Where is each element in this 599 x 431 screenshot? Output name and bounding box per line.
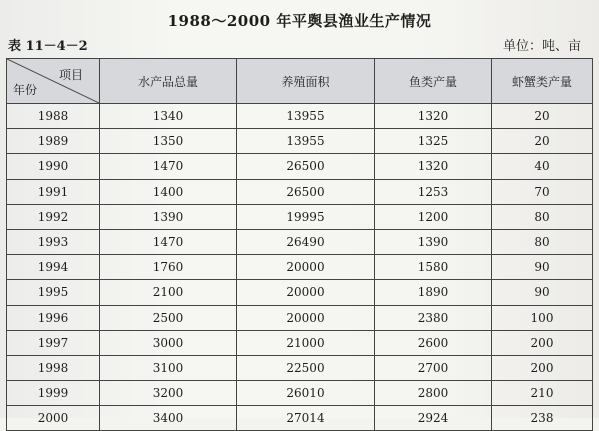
- fishery-table: [6, 58, 593, 431]
- table-row: [7, 204, 593, 229]
- shrimp-crab-output-cell: 20: [492, 129, 593, 154]
- total-output-cell: 3200: [100, 381, 237, 406]
- table-row: [7, 355, 593, 380]
- shrimp-crab-output-cell: 80: [492, 229, 593, 254]
- area-cell: 20000: [237, 255, 375, 280]
- shrimp-crab-output-cell: 80: [492, 204, 593, 229]
- table-row: [7, 179, 593, 204]
- shrimp-crab-output-cell: 70: [492, 179, 593, 204]
- year-cell: 1989: [7, 129, 100, 154]
- year-cell: 1996: [7, 305, 100, 330]
- table-row: [7, 381, 593, 406]
- fish-output-cell: 1253: [375, 179, 492, 204]
- area-cell: 22500: [237, 355, 375, 380]
- total-output-cell: 1470: [100, 154, 237, 179]
- table-number: 表 11－4－2: [8, 39, 88, 54]
- area-cell: 19995: [237, 204, 375, 229]
- table-row: [7, 104, 593, 129]
- total-output-cell: 1350: [100, 129, 237, 154]
- total-output-cell: 1400: [100, 179, 237, 204]
- area-cell: 20000: [237, 280, 375, 305]
- table-header-row: [7, 59, 593, 104]
- table-row: [7, 229, 593, 254]
- shrimp-crab-output-cell: 40: [492, 154, 593, 179]
- year-cell: 1998: [7, 355, 100, 380]
- corner-label-item: 项目: [58, 68, 83, 82]
- column-header: 养殖面积: [237, 59, 375, 104]
- table-row: [7, 330, 593, 355]
- fish-output-cell: 2800: [375, 381, 492, 406]
- column-header: 鱼类产量: [375, 59, 492, 104]
- area-cell: 27014: [237, 406, 375, 431]
- table-row: [7, 406, 593, 431]
- total-output-cell: 1470: [100, 229, 237, 254]
- corner-header-cell: [7, 59, 100, 104]
- year-cell: 1991: [7, 179, 100, 204]
- unit-label: 单位：吨、亩: [502, 39, 581, 54]
- area-cell: 13955: [237, 104, 375, 129]
- table-row: [7, 255, 593, 280]
- year-cell: 1990: [7, 154, 100, 179]
- year-cell: 1994: [7, 255, 100, 280]
- total-output-cell: 2100: [100, 280, 237, 305]
- total-output-cell: 2500: [100, 305, 237, 330]
- fish-output-cell: 1580: [375, 255, 492, 280]
- year-cell: 1995: [7, 280, 100, 305]
- area-cell: 13955: [237, 129, 375, 154]
- fish-output-cell: 1320: [375, 104, 492, 129]
- corner-label-year: 年份: [13, 83, 38, 97]
- area-cell: 20000: [237, 305, 375, 330]
- total-output-cell: 1760: [100, 255, 237, 280]
- year-cell: 2000: [7, 406, 100, 431]
- shrimp-crab-output-cell: 20: [492, 104, 593, 129]
- total-output-cell: 1340: [100, 104, 237, 129]
- fish-output-cell: 1325: [375, 129, 492, 154]
- fish-output-cell: 2700: [375, 355, 492, 380]
- total-output-cell: 3100: [100, 355, 237, 380]
- year-cell: 1988: [7, 104, 100, 129]
- shrimp-crab-output-cell: 90: [492, 255, 593, 280]
- table-body: [7, 104, 593, 431]
- year-cell: 1993: [7, 229, 100, 254]
- shrimp-crab-output-cell: 90: [492, 280, 593, 305]
- year-cell: 1997: [7, 330, 100, 355]
- fish-output-cell: 2380: [375, 305, 492, 330]
- table-row: [7, 305, 593, 330]
- area-cell: 26010: [237, 381, 375, 406]
- column-header: 虾蟹类产量: [492, 59, 593, 104]
- table-row: [7, 129, 593, 154]
- year-cell: 1992: [7, 204, 100, 229]
- total-output-cell: 1390: [100, 204, 237, 229]
- shrimp-crab-output-cell: 200: [492, 330, 593, 355]
- fish-output-cell: 1200: [375, 204, 492, 229]
- table-row: [7, 154, 593, 179]
- fish-output-cell: 1890: [375, 280, 492, 305]
- shrimp-crab-output-cell: 100: [492, 305, 593, 330]
- column-header: 水产品总量: [100, 59, 237, 104]
- fish-output-cell: 2600: [375, 330, 492, 355]
- year-cell: 1999: [7, 381, 100, 406]
- fish-output-cell: 1320: [375, 154, 492, 179]
- shrimp-crab-output-cell: 238: [492, 406, 593, 431]
- area-cell: 26490: [237, 229, 375, 254]
- area-cell: 26500: [237, 179, 375, 204]
- total-output-cell: 3000: [100, 330, 237, 355]
- table-row: [7, 280, 593, 305]
- area-cell: 21000: [237, 330, 375, 355]
- total-output-cell: 3400: [100, 406, 237, 431]
- shrimp-crab-output-cell: 200: [492, 355, 593, 380]
- fish-output-cell: 1390: [375, 229, 492, 254]
- area-cell: 26500: [237, 154, 375, 179]
- page-title: 1988～2000 年平舆县渔业生产情况: [167, 12, 432, 30]
- shrimp-crab-output-cell: 210: [492, 381, 593, 406]
- fish-output-cell: 2924: [375, 406, 492, 431]
